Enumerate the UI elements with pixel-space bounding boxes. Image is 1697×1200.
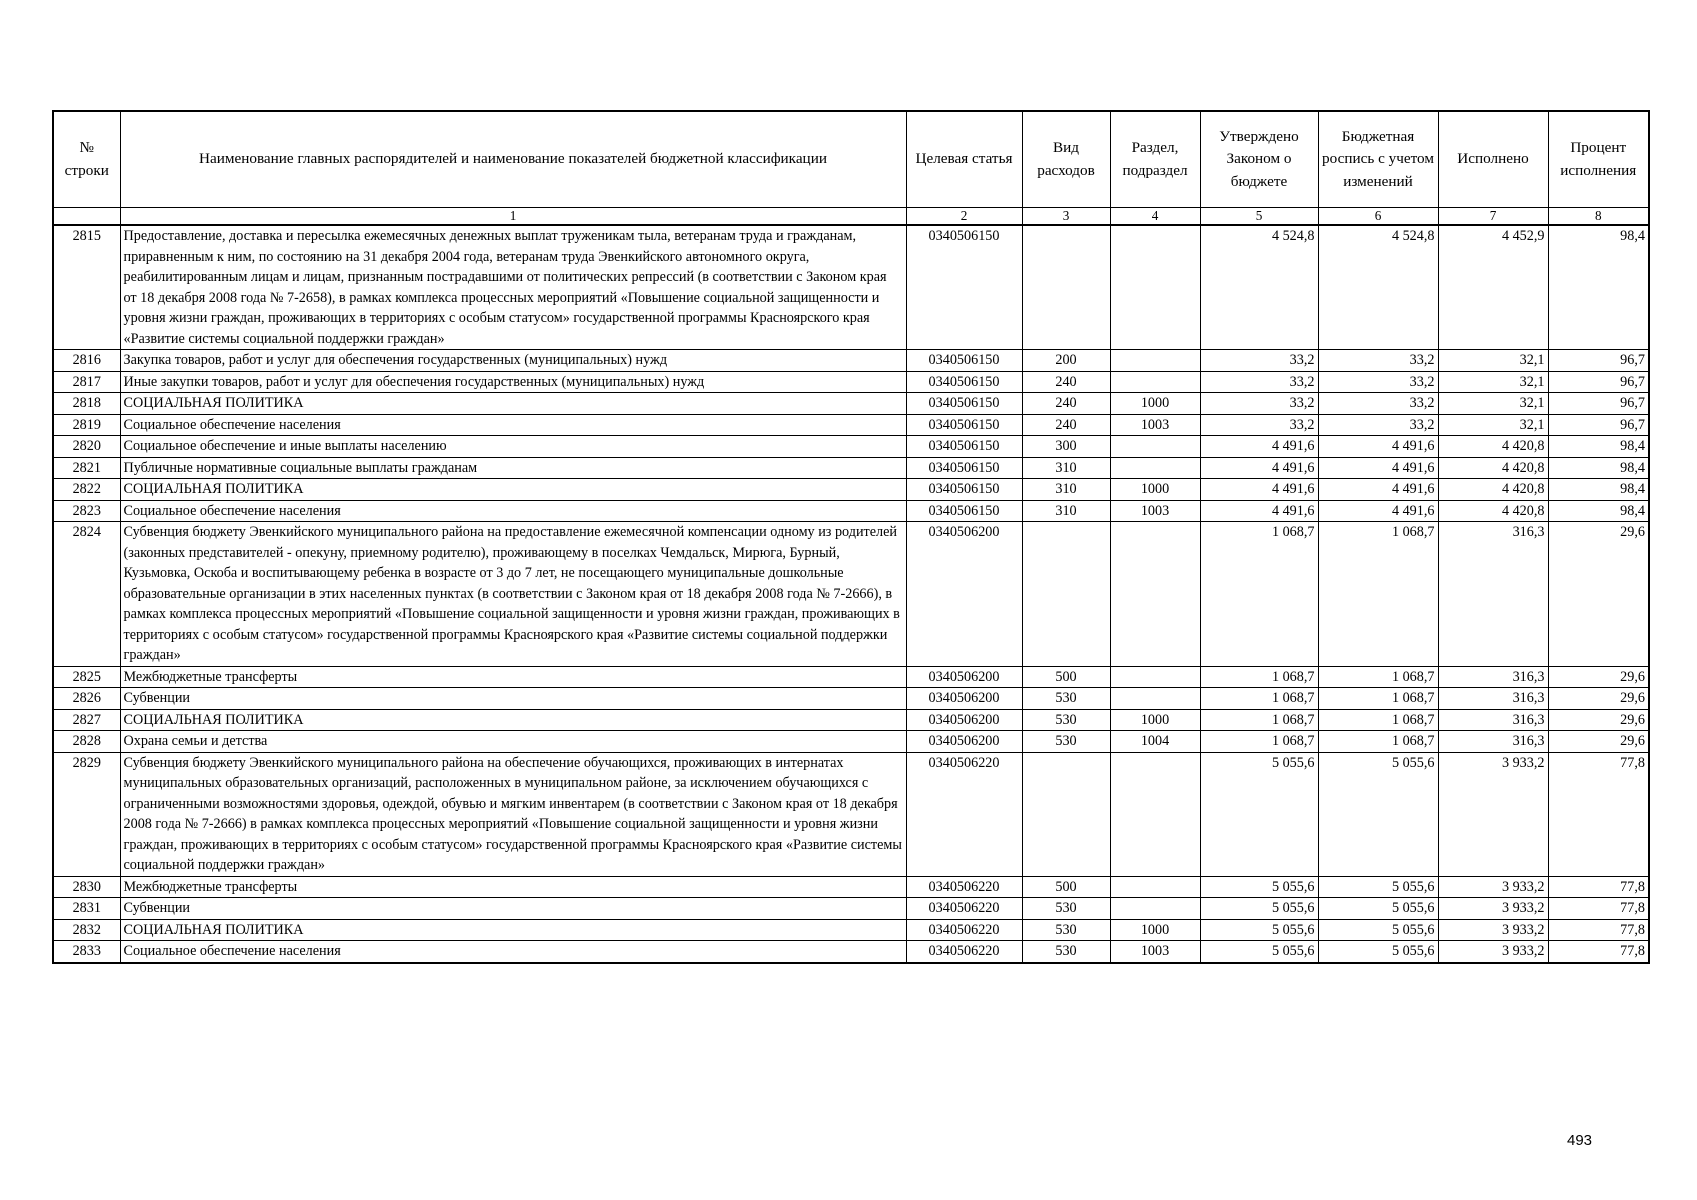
row-budget-list: 33,2 [1318, 393, 1438, 415]
column-number: 4 [1110, 208, 1200, 226]
row-section [1110, 522, 1200, 667]
row-approved: 5 055,6 [1200, 898, 1318, 920]
row-number: 2821 [53, 457, 120, 479]
row-approved: 4 524,8 [1200, 225, 1318, 350]
row-approved: 1 068,7 [1200, 731, 1318, 753]
row-target-article: 0340506150 [906, 225, 1022, 350]
row-approved: 5 055,6 [1200, 941, 1318, 963]
column-number: 3 [1022, 208, 1110, 226]
table-row [53, 919, 1649, 941]
header-row-number: № строки [53, 111, 120, 208]
row-number: 2829 [53, 752, 120, 876]
row-executed: 3 933,2 [1438, 876, 1548, 898]
row-section: 1000 [1110, 479, 1200, 501]
row-section [1110, 876, 1200, 898]
row-target-article: 0340506200 [906, 731, 1022, 753]
row-target-article: 0340506150 [906, 479, 1022, 501]
row-number: 2816 [53, 350, 120, 372]
row-name: СОЦИАЛЬНАЯ ПОЛИТИКА [120, 919, 906, 941]
row-budget-list: 33,2 [1318, 371, 1438, 393]
row-expense-kind [1022, 522, 1110, 667]
row-name: Охрана семьи и детства [120, 731, 906, 753]
row-budget-list: 4 491,6 [1318, 436, 1438, 458]
row-expense-kind [1022, 752, 1110, 876]
column-number: 6 [1318, 208, 1438, 226]
row-budget-list: 1 068,7 [1318, 666, 1438, 688]
row-number: 2828 [53, 731, 120, 753]
table-row [53, 393, 1649, 415]
row-approved: 33,2 [1200, 414, 1318, 436]
row-number: 2820 [53, 436, 120, 458]
row-section: 1000 [1110, 709, 1200, 731]
row-executed: 3 933,2 [1438, 898, 1548, 920]
header-target-article: Целевая статья [906, 111, 1022, 208]
column-number: 5 [1200, 208, 1318, 226]
row-number: 2830 [53, 876, 120, 898]
row-budget-list: 5 055,6 [1318, 941, 1438, 963]
row-expense-kind: 310 [1022, 479, 1110, 501]
row-number: 2823 [53, 500, 120, 522]
header-expense-kind: Вид расходов [1022, 111, 1110, 208]
row-percent: 77,8 [1548, 752, 1649, 876]
row-expense-kind: 310 [1022, 457, 1110, 479]
row-budget-list: 5 055,6 [1318, 919, 1438, 941]
header-executed: Исполнено [1438, 111, 1548, 208]
header-approved: Утверждено Законом о бюджете [1200, 111, 1318, 208]
row-number: 2819 [53, 414, 120, 436]
row-approved: 5 055,6 [1200, 919, 1318, 941]
row-section [1110, 436, 1200, 458]
row-target-article: 0340506220 [906, 919, 1022, 941]
row-name: Субвенции [120, 688, 906, 710]
row-expense-kind: 310 [1022, 500, 1110, 522]
table-row [53, 457, 1649, 479]
row-number: 2832 [53, 919, 120, 941]
row-name: СОЦИАЛЬНАЯ ПОЛИТИКА [120, 709, 906, 731]
row-executed: 4 420,8 [1438, 500, 1548, 522]
row-percent: 77,8 [1548, 919, 1649, 941]
row-number: 2831 [53, 898, 120, 920]
row-approved: 33,2 [1200, 371, 1318, 393]
row-executed: 3 933,2 [1438, 919, 1548, 941]
row-number: 2818 [53, 393, 120, 415]
row-target-article: 0340506150 [906, 350, 1022, 372]
row-executed: 316,3 [1438, 731, 1548, 753]
row-section [1110, 666, 1200, 688]
row-expense-kind: 530 [1022, 709, 1110, 731]
row-target-article: 0340506200 [906, 666, 1022, 688]
table-row [53, 414, 1649, 436]
header-section: Раздел, подраздел [1110, 111, 1200, 208]
row-executed: 32,1 [1438, 371, 1548, 393]
row-budget-list: 4 491,6 [1318, 479, 1438, 501]
row-number: 2833 [53, 941, 120, 963]
row-budget-list: 5 055,6 [1318, 898, 1438, 920]
row-budget-list: 5 055,6 [1318, 752, 1438, 876]
row-budget-list: 4 491,6 [1318, 457, 1438, 479]
row-budget-list: 4 491,6 [1318, 500, 1438, 522]
row-executed: 3 933,2 [1438, 941, 1548, 963]
row-section: 1003 [1110, 941, 1200, 963]
header-percent: Процент исполнения [1548, 111, 1649, 208]
page-number: 493 [1567, 1132, 1593, 1149]
table-row [53, 876, 1649, 898]
row-name: СОЦИАЛЬНАЯ ПОЛИТИКА [120, 479, 906, 501]
row-budget-list: 1 068,7 [1318, 709, 1438, 731]
row-approved: 1 068,7 [1200, 688, 1318, 710]
row-number: 2822 [53, 479, 120, 501]
row-expense-kind [1022, 225, 1110, 350]
table-row [53, 350, 1649, 372]
row-target-article: 0340506150 [906, 500, 1022, 522]
row-section [1110, 898, 1200, 920]
table-row [53, 500, 1649, 522]
row-section [1110, 225, 1200, 350]
row-executed: 3 933,2 [1438, 752, 1548, 876]
row-name: Социальное обеспечение населения [120, 941, 906, 963]
row-expense-kind: 300 [1022, 436, 1110, 458]
row-name: Межбюджетные трансферты [120, 876, 906, 898]
row-approved: 1 068,7 [1200, 666, 1318, 688]
row-name: Межбюджетные трансферты [120, 666, 906, 688]
row-percent: 96,7 [1548, 393, 1649, 415]
column-number: 7 [1438, 208, 1548, 226]
table-row [53, 941, 1649, 963]
header-name: Наименование главных распорядителей и наименование показателей бюджетной классификации [120, 111, 906, 208]
table-row [53, 522, 1649, 667]
row-target-article: 0340506220 [906, 752, 1022, 876]
row-name: Субвенция бюджету Эвенкийского муниципального района на предоставление ежемесячной компенсации одному из родителей (законных представителей - опекуну, приемному родителю), проживающему в поселках Чемдальск, Мирюга, Бурный, Кузьмовка, Оскоба и воспитывающему ребенка в возрасте от 3 до 7 лет, не посещающего муниципальные дошкольные образовательные организации в этих населенных пунктах (в соответствии с Законом края от 18 декабря 2008 года № 7-2666), в рамках комплекса процессных мероприятий «Повышение социальной защищенности и уровня жизни граждан, проживающих в территориях с особым статусом» государственной программы Красноярского края «Развитие системы социальной поддержки граждан» [120, 522, 906, 667]
table-row [53, 752, 1649, 876]
row-percent: 29,6 [1548, 731, 1649, 753]
row-executed: 4 420,8 [1438, 479, 1548, 501]
row-percent: 98,4 [1548, 225, 1649, 350]
row-section: 1003 [1110, 414, 1200, 436]
row-target-article: 0340506200 [906, 688, 1022, 710]
row-approved: 4 491,6 [1200, 500, 1318, 522]
row-budget-list: 5 055,6 [1318, 876, 1438, 898]
row-percent: 29,6 [1548, 709, 1649, 731]
row-target-article: 0340506150 [906, 436, 1022, 458]
column-number-row [53, 208, 1649, 226]
table-row [53, 371, 1649, 393]
row-percent: 29,6 [1548, 688, 1649, 710]
row-name: Иные закупки товаров, работ и услуг для обеспечения государственных (муниципальных) нужд [120, 371, 906, 393]
budget-execution-table [52, 110, 1650, 964]
row-target-article: 0340506200 [906, 522, 1022, 667]
column-number: 2 [906, 208, 1022, 226]
row-section: 1000 [1110, 393, 1200, 415]
row-section [1110, 688, 1200, 710]
row-number: 2824 [53, 522, 120, 667]
table-row [53, 898, 1649, 920]
row-target-article: 0340506150 [906, 457, 1022, 479]
table-row [53, 436, 1649, 458]
row-name: Публичные нормативные социальные выплаты гражданам [120, 457, 906, 479]
row-section [1110, 457, 1200, 479]
row-executed: 316,3 [1438, 522, 1548, 667]
row-name: Субвенция бюджету Эвенкийского муниципального района на обеспечение обучающихся, проживающих в интернатах муниципальных образовательных организаций, расположенных в муниципальном районе, за исключением обучающихся с ограниченными возможностями здоровья, одеждой, обувью и мягким инвентарем (в соответствии с Законом края от 18 декабря 2008 года № 7-2666) в рамках комплекса процессных мероприятий «Повышение социальной защищенности и уровня жизни граждан, проживающих в территориях с особым статусом» государственной программы Красноярского края «Развитие системы социальной поддержки граждан» [120, 752, 906, 876]
row-percent: 96,7 [1548, 371, 1649, 393]
row-section: 1004 [1110, 731, 1200, 753]
row-executed: 316,3 [1438, 688, 1548, 710]
row-percent: 29,6 [1548, 522, 1649, 667]
row-name: Субвенции [120, 898, 906, 920]
row-name: СОЦИАЛЬНАЯ ПОЛИТИКА [120, 393, 906, 415]
row-section: 1000 [1110, 919, 1200, 941]
row-target-article: 0340506200 [906, 709, 1022, 731]
row-budget-list: 33,2 [1318, 350, 1438, 372]
row-name: Социальное обеспечение и иные выплаты населению [120, 436, 906, 458]
table-row [53, 666, 1649, 688]
row-executed: 32,1 [1438, 350, 1548, 372]
row-expense-kind: 500 [1022, 876, 1110, 898]
row-section [1110, 371, 1200, 393]
row-expense-kind: 240 [1022, 414, 1110, 436]
row-expense-kind: 530 [1022, 919, 1110, 941]
header-budget-list: Бюджетная роспись с учетом изменений [1318, 111, 1438, 208]
row-number: 2826 [53, 688, 120, 710]
row-budget-list: 1 068,7 [1318, 522, 1438, 667]
row-executed: 32,1 [1438, 393, 1548, 415]
row-number: 2827 [53, 709, 120, 731]
row-executed: 316,3 [1438, 709, 1548, 731]
row-approved: 33,2 [1200, 350, 1318, 372]
row-expense-kind: 500 [1022, 666, 1110, 688]
row-percent: 98,4 [1548, 500, 1649, 522]
row-name: Предоставление, доставка и пересылка ежемесячных денежных выплат труженикам тыла, ветеранам труда и гражданам, приравненным к ним, по состоянию на 31 декабря 2004 года, ветеранам труда Эвенкийского автономного округа, реабилитированным лицам и лицам, признанным пострадавшими от политических репрессий (в соответствии с Законом края от 18 декабря 2008 года № 7-2658), в рамках комплекса процессных мероприятий «Повышение социальной защищенности и уровня жизни граждан, проживающих в территориях с особым статусом» государственной программы Красноярского края «Развитие системы социальной поддержки граждан» [120, 225, 906, 350]
row-percent: 96,7 [1548, 350, 1649, 372]
row-section: 1003 [1110, 500, 1200, 522]
row-target-article: 0340506150 [906, 393, 1022, 415]
row-executed: 4 420,8 [1438, 457, 1548, 479]
row-executed: 4 452,9 [1438, 225, 1548, 350]
row-target-article: 0340506150 [906, 371, 1022, 393]
table-row [53, 225, 1649, 350]
column-number: 1 [120, 208, 906, 226]
row-target-article: 0340506220 [906, 876, 1022, 898]
row-executed: 4 420,8 [1438, 436, 1548, 458]
row-approved: 4 491,6 [1200, 436, 1318, 458]
row-approved: 1 068,7 [1200, 522, 1318, 667]
row-expense-kind: 530 [1022, 688, 1110, 710]
row-percent: 98,4 [1548, 436, 1649, 458]
row-expense-kind: 530 [1022, 941, 1110, 963]
row-expense-kind: 240 [1022, 393, 1110, 415]
row-expense-kind: 240 [1022, 371, 1110, 393]
table-row [53, 688, 1649, 710]
row-percent: 96,7 [1548, 414, 1649, 436]
row-expense-kind: 530 [1022, 898, 1110, 920]
row-expense-kind: 200 [1022, 350, 1110, 372]
row-executed: 32,1 [1438, 414, 1548, 436]
row-budget-list: 1 068,7 [1318, 731, 1438, 753]
row-name: Закупка товаров, работ и услуг для обеспечения государственных (муниципальных) нужд [120, 350, 906, 372]
table-row [53, 709, 1649, 731]
row-percent: 77,8 [1548, 898, 1649, 920]
row-approved: 4 491,6 [1200, 479, 1318, 501]
row-approved: 5 055,6 [1200, 876, 1318, 898]
row-approved: 4 491,6 [1200, 457, 1318, 479]
row-percent: 77,8 [1548, 876, 1649, 898]
table-row [53, 479, 1649, 501]
row-approved: 33,2 [1200, 393, 1318, 415]
row-budget-list: 1 068,7 [1318, 688, 1438, 710]
table-body [53, 225, 1649, 963]
table-header-row [53, 111, 1649, 208]
row-number: 2815 [53, 225, 120, 350]
row-section [1110, 752, 1200, 876]
row-percent: 98,4 [1548, 479, 1649, 501]
row-approved: 5 055,6 [1200, 752, 1318, 876]
row-target-article: 0340506220 [906, 941, 1022, 963]
row-expense-kind: 530 [1022, 731, 1110, 753]
row-name: Социальное обеспечение населения [120, 500, 906, 522]
row-target-article: 0340506220 [906, 898, 1022, 920]
row-executed: 316,3 [1438, 666, 1548, 688]
row-number: 2825 [53, 666, 120, 688]
column-number: 8 [1548, 208, 1649, 226]
row-percent: 29,6 [1548, 666, 1649, 688]
row-budget-list: 4 524,8 [1318, 225, 1438, 350]
table-row [53, 731, 1649, 753]
column-number-blank [53, 208, 120, 226]
row-percent: 77,8 [1548, 941, 1649, 963]
row-target-article: 0340506150 [906, 414, 1022, 436]
row-budget-list: 33,2 [1318, 414, 1438, 436]
row-approved: 1 068,7 [1200, 709, 1318, 731]
row-section [1110, 350, 1200, 372]
row-percent: 98,4 [1548, 457, 1649, 479]
row-name: Социальное обеспечение населения [120, 414, 906, 436]
row-number: 2817 [53, 371, 120, 393]
